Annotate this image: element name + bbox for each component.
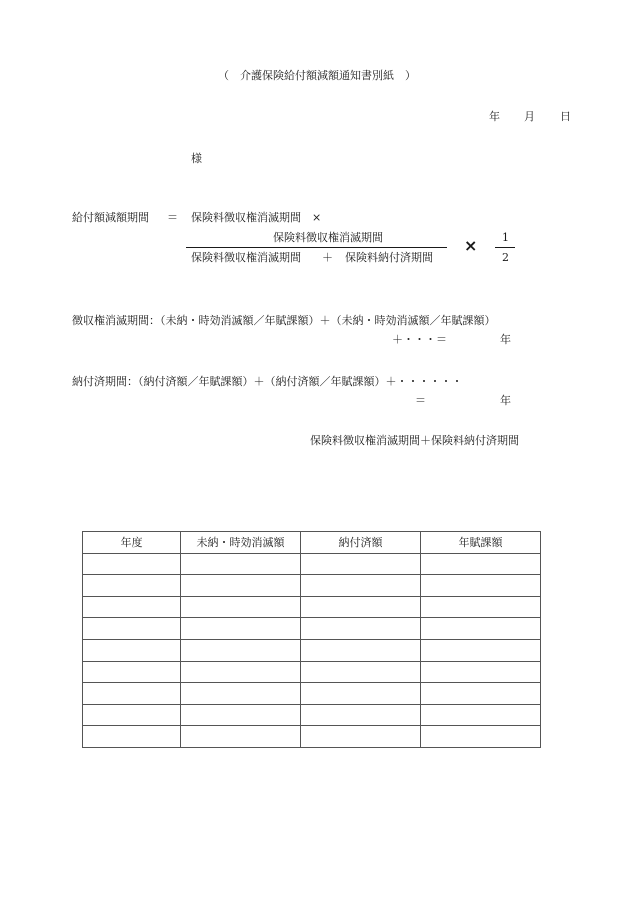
column-header-unpaid: 未納・時効消滅額 — [181, 532, 301, 554]
table-cell — [83, 575, 181, 597]
column-header-year: 年度 — [83, 532, 181, 554]
formula-plus: ＋ — [322, 251, 333, 264]
column-header-assessed: 年賦課額 — [421, 532, 541, 554]
formula-denominator-a: 保険料徴収権消滅期間 — [191, 251, 301, 264]
table-cell — [421, 726, 541, 748]
table-row — [83, 683, 541, 705]
table-cell — [301, 726, 421, 748]
table-cell — [301, 553, 421, 575]
table-cell — [301, 618, 421, 640]
table-cell — [83, 618, 181, 640]
table-cell — [181, 726, 301, 748]
table-cell — [301, 661, 421, 683]
table-row — [83, 726, 541, 748]
table-cell — [83, 553, 181, 575]
table-cell — [83, 596, 181, 618]
table-cell — [421, 553, 541, 575]
table-cell — [421, 661, 541, 683]
table-cell — [181, 575, 301, 597]
table-cell — [421, 639, 541, 661]
table-cell — [83, 704, 181, 726]
collection-line2: ＋・・・＝ — [392, 333, 447, 346]
formula-numerator: 保険料徴収権消滅期間 — [273, 231, 383, 244]
table-cell — [421, 596, 541, 618]
table-cell — [83, 683, 181, 705]
multiply-sign: × — [464, 236, 478, 255]
column-header-paid: 納付済額 — [301, 532, 421, 554]
date-day: 日 — [560, 110, 571, 123]
table-cell — [83, 726, 181, 748]
formula-term: 保険料徴収権消滅期間 × — [191, 211, 322, 224]
table-row — [83, 661, 541, 683]
table-cell — [181, 553, 301, 575]
table-row — [83, 704, 541, 726]
table-cell — [83, 639, 181, 661]
table-cell — [181, 683, 301, 705]
table-row — [83, 639, 541, 661]
collection-unit: 年 — [500, 333, 511, 346]
paid-line1: 納付済期間：（納付済額／年賦課額）＋（納付済額／年賦課額）＋・・・・・・ — [72, 375, 463, 388]
paid-line2: ＝ — [415, 394, 426, 407]
table-cell — [301, 639, 421, 661]
formula-denominator-b: 保険料納付済期間 — [345, 251, 433, 264]
half-numerator: 1 — [502, 231, 509, 244]
table-cell — [301, 596, 421, 618]
table-row — [83, 618, 541, 640]
document-title-text: （ 介護保険給付額減額通知書別紙 ） — [218, 69, 416, 82]
table-cell — [421, 704, 541, 726]
half-fraction-bar — [495, 247, 515, 248]
table-cell — [181, 661, 301, 683]
half-denominator: 2 — [502, 251, 509, 264]
fraction-bar — [186, 247, 447, 248]
table-cell — [421, 618, 541, 640]
date-month: 月 — [524, 110, 535, 123]
collection-line1: 徴収権消滅期間：（未納・時効消滅額／年賦課額）＋（未納・時効消滅額／年賦課額） — [72, 314, 496, 327]
table-cell — [301, 704, 421, 726]
table-cell — [83, 661, 181, 683]
table-cell — [301, 683, 421, 705]
period-table — [82, 531, 541, 748]
table-header-row — [83, 532, 541, 554]
table-cell — [181, 704, 301, 726]
table-cell — [181, 639, 301, 661]
table-cell — [421, 683, 541, 705]
date-year: 年 — [489, 110, 500, 123]
formula-lhs: 給付額減額期間 — [72, 211, 149, 224]
table-cell — [421, 575, 541, 597]
document-title — [0, 69, 630, 83]
table-cell — [301, 575, 421, 597]
table-cell — [181, 596, 301, 618]
addressee-suffix: 様 — [191, 152, 202, 165]
table-cell — [181, 618, 301, 640]
paid-unit: 年 — [500, 394, 511, 407]
formula-equals: ＝ — [167, 211, 178, 224]
table-row — [83, 596, 541, 618]
table-body — [83, 553, 541, 747]
table-row — [83, 553, 541, 575]
sum-note: 保険料徴収権消滅期間＋保険料納付済期間 — [310, 434, 519, 447]
table-row — [83, 575, 541, 597]
